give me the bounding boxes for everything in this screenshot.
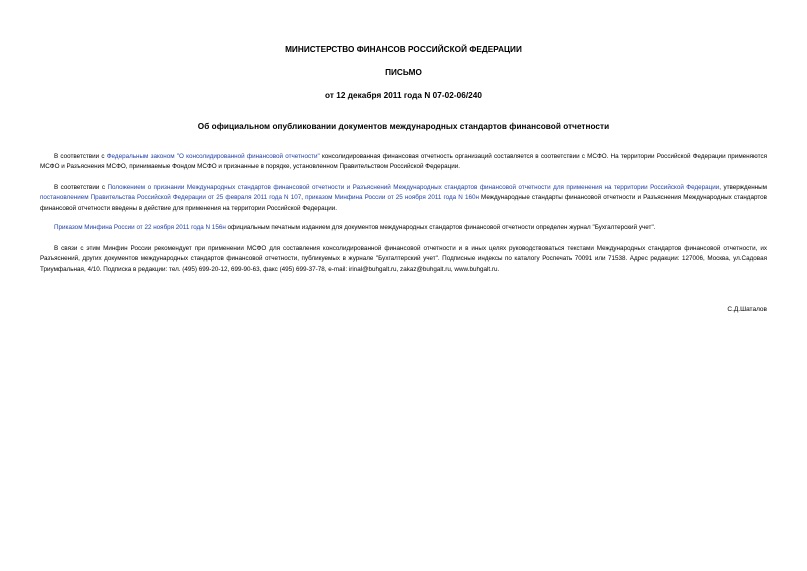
minfin-order-156n-link[interactable]: Приказом Минфина России от 22 ноября 2011 года N 156н	[54, 224, 226, 231]
paragraph-text: В соответствии с	[54, 184, 108, 191]
regulation-link[interactable]: Положением о признании Международных стандартов финансовой отчетности и Разъяснений Международных стандартов финансовой отчетности для применения на территории Российской Федерации	[107, 184, 720, 191]
document-subject: Об официальном опубликовании документов международных стандартов финансовой отчетности	[197, 122, 610, 131]
document-date-number: от 12 декабря 2011 года N 07-02-06/240	[325, 91, 482, 100]
document-type-heading: ПИСЬМО	[385, 68, 422, 77]
paragraph-text: В связи с этим Минфин России рекомендует при применении МСФО для составления консолидированной финансовой отчетности и в иных целях руководствоваться текстами Международных стандартов финансовой отчетности, их Разъяснений, других документов международных стандартов финансовой отчетности, публикуемых в журнале "Бухгалтерский учет". Подписные индексы по каталогу Роспечать 70091 или 71538. Адрес редакции: 127006, Москва, ул.Садовая Триумфальная, 4/10. Подписка в редакции: тел. (495) 699-20-12, 699-90-63, факс (495) 699-37-78, e-mail: irinal@buhgalt.ru, zakaz@buhgalt.ru, www.buhgalt.ru.	[40, 245, 767, 273]
paragraph-text: ,	[301, 194, 306, 202]
government-decree-link[interactable]: постановлением Правительства Российской Федерации от 25 февраля 2011 года N 107	[40, 194, 302, 202]
signature: С.Д.Шаталов	[727, 306, 767, 313]
federal-law-link[interactable]: Федеральным законом "О консолидированной финансовой отчетности"	[106, 153, 320, 160]
paragraph-text: официальным печатным изданием для документов международных стандартов финансовой отчетности определен журнал "Бухгалтерский учет".	[225, 224, 656, 231]
paragraph-4	[40, 244, 767, 275]
paragraph-2	[40, 183, 767, 214]
paragraph-text: В соответствии с	[54, 153, 107, 160]
ministry-heading: МИНИСТЕРСТВО ФИНАНСОВ РОССИЙСКОЙ ФЕДЕРАЦИИ	[285, 45, 522, 54]
minfin-order-160n-link[interactable]: приказом Минфина России от 25 ноября 2011 года N 160н	[305, 194, 479, 202]
paragraph-1	[40, 152, 767, 173]
paragraph-text: Международные стандарты финансовой отчетности и Разъяснения Международных стандартов финансовой отчетности введены в действие для применения на территории Российской Федерации.	[40, 194, 767, 212]
paragraph-text: консолидированная финансовая отчетность организаций составляется в соответствии с МСФО. На территории Российской Федерации применяются МСФО и Разъяснения МСФО, принимаемые Фондом МСФО и признанные в порядке, установленном Правительством Российской Федерации.	[40, 153, 768, 171]
paragraph-text: , утвержденным	[719, 184, 768, 191]
paragraph-3	[40, 223, 767, 233]
